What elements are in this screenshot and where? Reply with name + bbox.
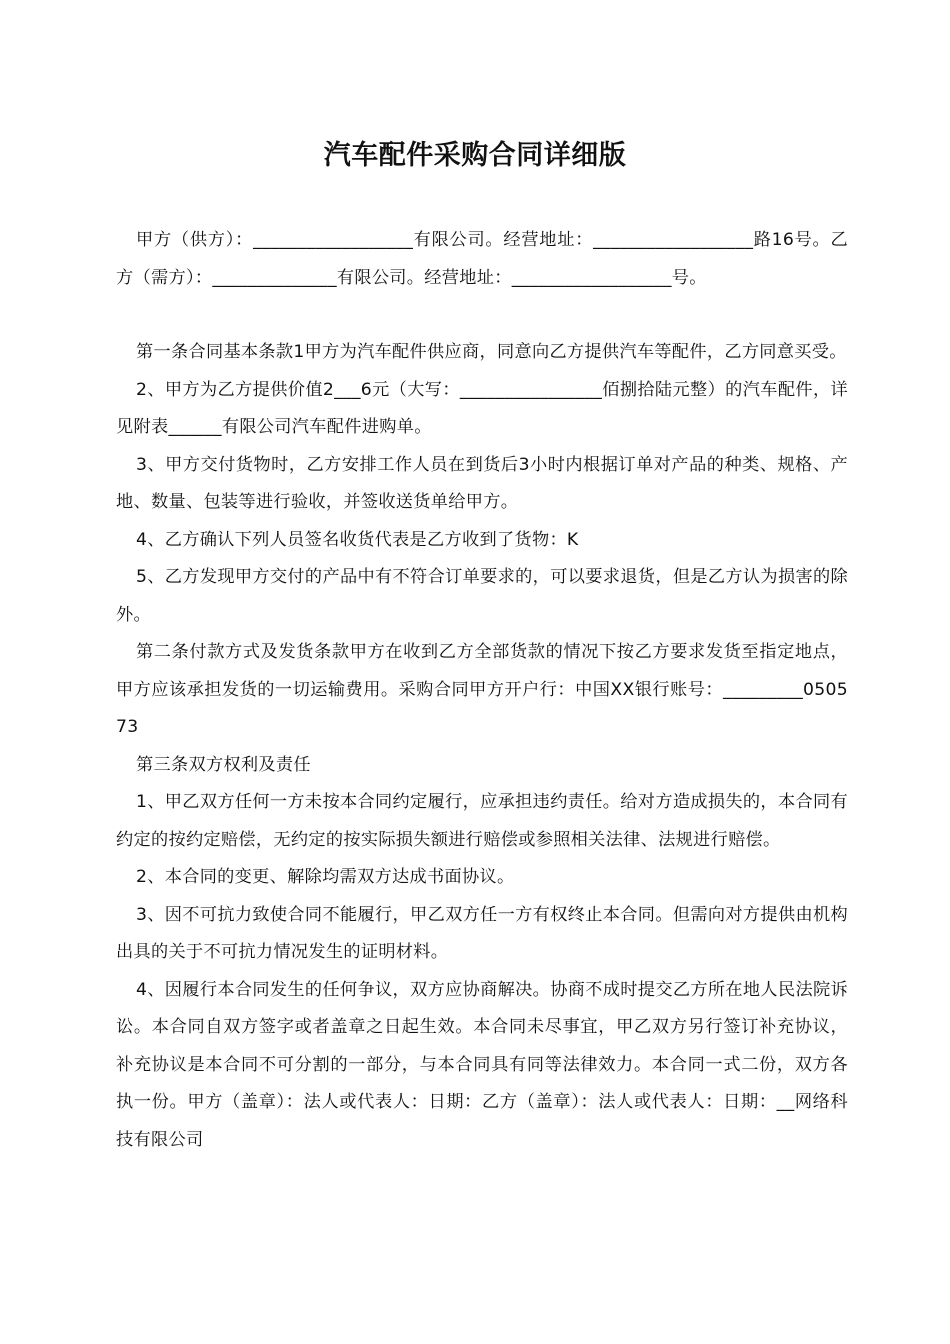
article-1-paragraph: 第一条合同基本条款1甲方为汽车配件供应商，同意向乙方提供汽车等配件，乙方同意买受。: [136, 342, 847, 362]
clause-3-2-paragraph: 2、本合同的变更、解除均需双方达成书面协议。: [136, 867, 515, 887]
clause-1-3-paragraph: 3、甲方交付货物时，乙方安排工作人员在到货后3小时内根据订单对产品的种类、规格、产地、数量、包装等进行验收，并签收送货单给甲方。: [116, 454, 848, 512]
clause-1-5-paragraph: 5、乙方发现甲方交付的产品中有不符合订单要求的，可以要求退货，但是乙方认为损害的除外。: [116, 567, 848, 625]
parties-paragraph: 甲方（供方）：__________________有限公司。经营地址：__________________路16号。乙方（需方）：______________有限公司。经营地址：__________________号。: [116, 230, 848, 288]
document-title: 汽车配件采购合同详细版: [323, 140, 627, 171]
clause-1-4-paragraph: 4、乙方确认下列人员签名收货代表是乙方收到了货物：K: [136, 529, 579, 550]
article-3-heading: 第三条双方权利及责任: [136, 754, 311, 775]
clause-3-1-paragraph: 1、甲乙双方任何一方未按本合同约定履行，应承担违约责任。给对方造成损失的，本合同有约定的按约定赔偿，无约定的按实际损失额进行赔偿或参照相关法律、法规进行赔偿。: [116, 792, 848, 850]
article-2-paragraph: 第二条付款方式及发货条款甲方在收到乙方全部货款的情况下按乙方要求发货至指定地点，甲方应该承担发货的一切运输费用。采购合同甲方开户行：中国XX银行账号：_________050573: [116, 642, 848, 737]
clause-1-2-paragraph: 2、甲方为乙方提供价值2___6元（大写：________________佰捌拾陆元整）的汽车配件，详见附表______有限公司汽车配件进购单。: [116, 379, 848, 437]
clause-3-4-paragraph: 4、因履行本合同发生的任何争议，双方应协商解决。协商不成时提交乙方所在地人民法院诉讼。本合同自双方签字或者盖章之日起生效。本合同未尽事宜，甲乙双方另行签订补充协议，补充协议是本合同不可分割的一部分，与本合同具有同等法律效力。本合同一式二份，双方各执一份。甲方（盖章）：法人或代表人：日期：乙方（盖章）：法人或代表人：日期：__网络科技有限公司: [116, 979, 848, 1150]
document-body: [116, 222, 848, 1159]
clause-3-3-paragraph: 3、因不可抗力致使合同不能履行，甲乙双方任一方有权终止本合同。但需向对方提供由机构出具的关于不可抗力情况发生的证明材料。: [116, 904, 848, 962]
